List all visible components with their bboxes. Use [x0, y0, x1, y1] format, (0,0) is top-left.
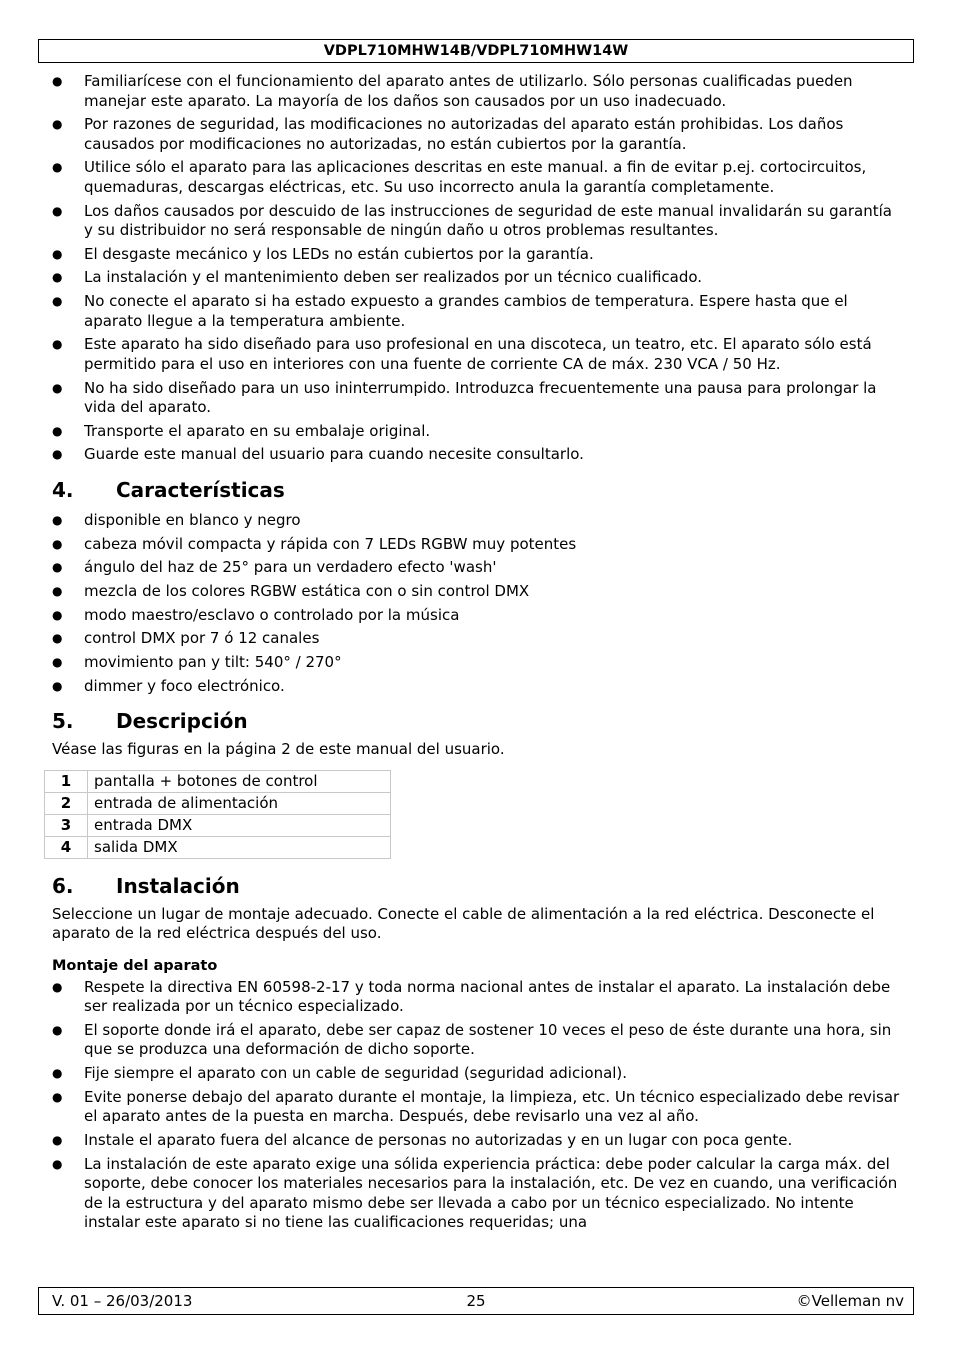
table-row: 2 entrada de alimentación: [45, 792, 391, 814]
list-item: ● cabeza móvil compacta y rápida con 7 LEDs RGBW muy potentes: [52, 534, 577, 553]
page-header: [38, 39, 914, 63]
bullet-icon: ●: [52, 294, 63, 309]
list-item: ● ángulo del haz de 25° para un verdadero efecto 'wash': [52, 558, 497, 577]
subsection-title: Montaje del aparato: [52, 957, 218, 974]
bullet-icon: ●: [52, 607, 63, 622]
safety-list: [52, 72, 904, 465]
bullet-icon: ●: [52, 74, 63, 88]
list-item: ● Guarde este manual del usuario para cuando necesite consultarlo.: [52, 445, 584, 464]
table-row: 1 pantalla + botones de control: [45, 770, 391, 792]
bullet-icon: ●: [52, 678, 63, 693]
list-item: ● La instalación y el mantenimiento deben ser realizados por un técnico cualificado.: [52, 268, 703, 287]
document-title: VDPL710MHW14B/VDPL710MHW14W: [323, 43, 629, 59]
bullet-icon: ●: [52, 1022, 63, 1037]
bullet-icon: ●: [52, 655, 63, 669]
installation-list: [52, 978, 904, 1233]
page-number: 25: [466, 1292, 486, 1310]
features-list: [52, 511, 904, 696]
list-item: ● Transporte el aparato en su embalaje original.: [52, 421, 431, 440]
bullet-icon: ●: [52, 536, 63, 551]
bullet-icon: ●: [52, 117, 63, 132]
page-content: [52, 72, 904, 1237]
bullet-icon: ●: [52, 979, 63, 994]
section-number: 6.: [52, 873, 74, 898]
bullet-icon: ●: [52, 1066, 63, 1081]
list-item: ● modo maestro/esclavo o controlado por la música: [52, 605, 460, 624]
section-intro: Seleccione un lugar de montaje adecuado. Conecte el cable de alimentación a la red eléctrica. Desconecte el aparato de la red eléctrica después del uso.: [52, 904, 875, 943]
list-item: ● Fije siempre el aparato con un cable de seguridad (seguridad adicional).: [52, 1064, 628, 1083]
list-item: ● Este aparato ha sido diseñado para uso profesional en una discoteca, un teatro, etc. El aparato sólo está permitido para el uso en interiores con una fuente de corriente CA de máx. 230 VCA / 50 Hz.: [52, 335, 872, 373]
bullet-icon: ●: [52, 631, 63, 646]
bullet-icon: ●: [52, 447, 63, 462]
list-item: ● disponible en blanco y negro: [52, 510, 301, 529]
section-title: Características: [116, 477, 285, 502]
bullet-icon: ●: [52, 380, 63, 395]
list-item: ● Instale el aparato fuera del alcance de personas no autorizadas y en un lugar con poca gente.: [52, 1130, 793, 1149]
section-title: Instalación: [116, 873, 240, 898]
table-row: 4 salida DMX: [45, 836, 391, 858]
section-title: Descripción: [116, 709, 248, 734]
section-intro: Véase las figuras en la página 2 de este manual del usuario.: [52, 740, 505, 759]
bullet-icon: ●: [52, 337, 63, 352]
list-item: ● Los daños causados por descuido de las instrucciones de seguridad de este manual invalidarán su garantía y su distribuidor no será responsable de ningún daño u otros problemas resultantes.: [52, 201, 892, 240]
bullet-icon: ●: [52, 160, 63, 175]
section-heading-caracteristicas: [52, 475, 904, 505]
list-item: ● control DMX por 7 ó 12 canales: [52, 629, 320, 648]
section-heading-instalacion: [52, 871, 904, 901]
page-footer: [38, 1287, 914, 1315]
list-item: ● Familiarícese con el funcionamiento del aparato antes de utilizarlo. Sólo personas cualificadas pueden manejar este aparato. La mayoría de los daños son causados por un uso inadecuado.: [52, 72, 853, 110]
copyright: ©Velleman nv: [796, 1292, 904, 1310]
list-item: ● mezcla de los colores RGBW estática con o sin control DMX: [52, 581, 530, 600]
list-item: ● movimiento pan y tilt: 540° / 270°: [52, 653, 342, 671]
section-number: 5.: [52, 709, 74, 734]
bullet-icon: ●: [52, 270, 63, 285]
bullet-icon: ●: [52, 1156, 63, 1171]
bullet-icon: ●: [52, 1089, 63, 1104]
version-date: V. 01 – 26/03/2013: [52, 1292, 193, 1310]
section-number: 4.: [52, 477, 74, 502]
list-item: ● No ha sido diseñado para un uso ininterrumpido. Introduzca frecuentemente una pausa para prolongar la vida del aparato.: [52, 378, 877, 416]
list-item: ● dimmer y foco electrónico.: [52, 676, 285, 695]
bullet-icon: ●: [52, 246, 63, 261]
list-item: ● El desgaste mecánico y los LEDs no están cubiertos por la garantía.: [52, 244, 594, 263]
list-item: ● Utilice sólo el aparato para las aplicaciones descritas en este manual. a fin de evitar p.ej. cortocircuitos, quemaduras, descargas eléctricas, etc. Su uso incorrecto anula la garantía completamente.: [52, 158, 867, 196]
table-row: 3 entrada DMX: [45, 814, 391, 836]
bullet-icon: ●: [52, 512, 63, 527]
list-item: ● No conecte el aparato si ha estado expuesto a grandes cambios de temperatura. Espere hasta que el aparato llegue a la temperatura ambiente.: [52, 292, 848, 330]
list-item: ● Por razones de seguridad, las modificaciones no autorizadas del aparato están prohibidas. Los daños causados por modificaciones no autorizadas, no están cubiertos por la garantía.: [52, 115, 844, 153]
list-item: ● Respete la directiva EN 60598-2-17 y toda norma nacional antes de instalar el aparato. La instalación debe ser realizada por un técnico especializado.: [52, 977, 891, 1016]
list-item: ● El soporte donde irá el aparato, debe ser capaz de sostener 10 veces el peso de éste durante una hora, sin que se produzca una deformación de dicho soporte.: [52, 1020, 892, 1059]
bullet-icon: ●: [52, 203, 63, 218]
bullet-icon: ●: [52, 583, 63, 598]
list-item: ● Evite ponerse debajo del aparato durante el montaje, la limpieza, etc. Un técnico especializado debe revisar el aparato antes de la puesta en marcha. Después, debe revisarlo una vez al año.: [52, 1087, 900, 1126]
bullet-icon: ●: [52, 423, 63, 438]
description-table: [44, 770, 391, 859]
bullet-icon: ●: [52, 1132, 63, 1147]
list-item: ● La instalación de este aparato exige una sólida experiencia práctica: debe poder calcular la carga máx. del soporte, debe conocer los materiales necesarios para la instalación, etc. De vez en cuando, una verificación de la estructura y del aparato mismo debe ser llevada a cabo por un técnico especializado. No intente instalar este aparato si no tiene las cualificaciones requeridas; una: [52, 1154, 898, 1232]
section-heading-descripcion: [52, 706, 904, 736]
bullet-icon: ●: [52, 560, 63, 575]
